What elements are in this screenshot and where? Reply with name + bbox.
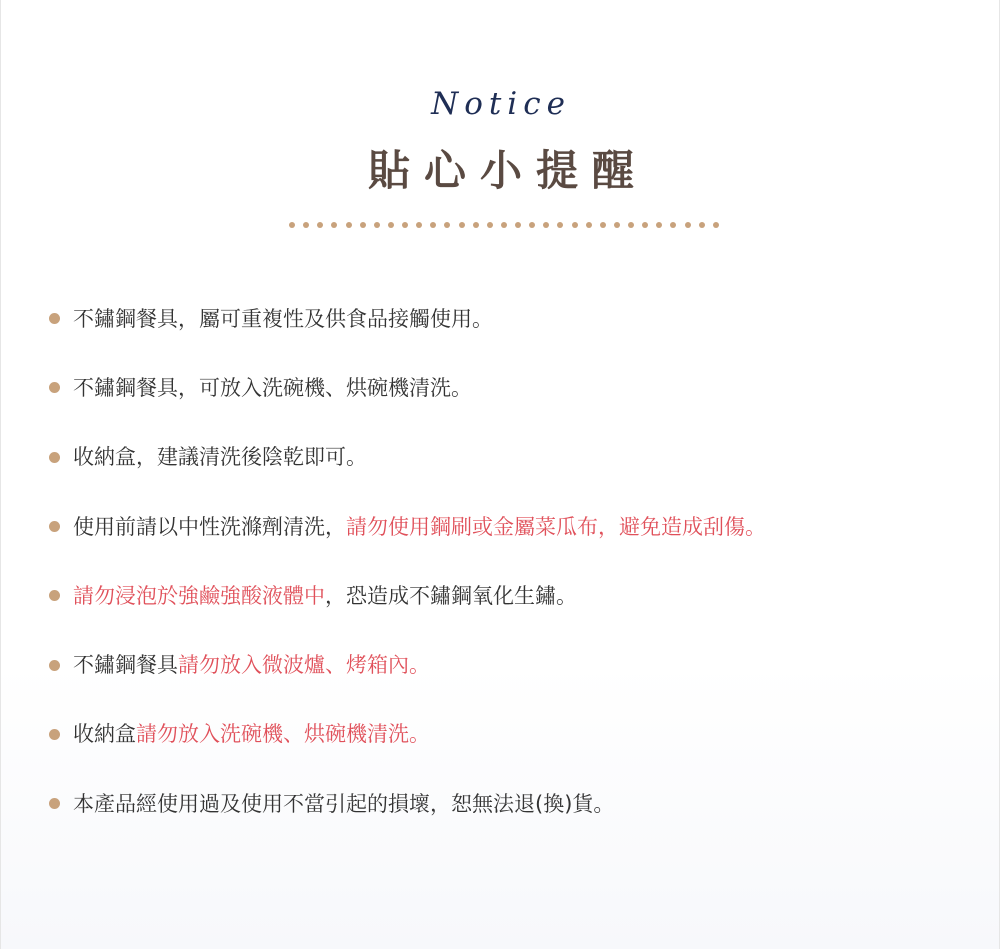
item-text-normal: 收納盒，建議清洗後陰乾即可。: [73, 445, 367, 470]
divider-dot: [402, 222, 408, 228]
item-text-normal: 本產品經使用過及使用不當引起的損壞，恕無法退(換)貨。: [73, 791, 615, 816]
item-text: [73, 441, 367, 473]
list-item: [49, 630, 989, 699]
divider-dot: [670, 222, 676, 228]
divider-dot: [303, 222, 309, 228]
item-text-normal-tail: ，恐造成不鏽鋼氧化生鏽。: [325, 583, 577, 608]
divider-dot: [515, 222, 521, 228]
divider-dot: [360, 222, 366, 228]
divider-dot: [444, 222, 450, 228]
divider-dot: [317, 222, 323, 228]
item-text: [73, 303, 493, 335]
divider-dot: [331, 222, 337, 228]
item-text-normal: 不鏽鋼餐具: [73, 653, 178, 678]
list-item: [49, 284, 989, 353]
item-text: [73, 511, 766, 543]
divider-dot: [614, 222, 620, 228]
list-item: [49, 423, 989, 492]
divider-dot: [685, 222, 691, 228]
divider-dot: [600, 222, 606, 228]
divider-dot: [374, 222, 380, 228]
item-text-normal: 不鏽鋼餐具，可放入洗碗機、烘碗機清洗。: [73, 375, 472, 400]
divider-dot: [416, 222, 422, 228]
item-text: [73, 718, 430, 750]
divider-dot: [430, 222, 436, 228]
item-text: [73, 580, 577, 612]
item-text: [73, 649, 430, 681]
divider-dot: [346, 222, 352, 228]
divider-dot: [557, 222, 563, 228]
list-item: [49, 353, 989, 422]
divider-dot: [713, 222, 719, 228]
bullet-dot-icon: [49, 521, 60, 532]
bullet-dot-icon: [49, 729, 60, 740]
item-text: [73, 788, 614, 820]
list-item: [49, 561, 989, 630]
notice-heading: Notice: [431, 86, 571, 122]
list-item: [49, 492, 989, 561]
divider-dot: [388, 222, 394, 228]
divider-dot: [656, 222, 662, 228]
divider-dot: [586, 222, 592, 228]
item-text-warning: 請勿放入洗碗機、烘碗機清洗。: [136, 722, 430, 747]
item-text-normal: 不鏽鋼餐具，屬可重複性及供食品接觸使用。: [73, 306, 493, 331]
divider-dot: [289, 222, 295, 228]
divider-dot: [487, 222, 493, 228]
item-text-normal: 使用前請以中性洗滌劑清洗，: [73, 514, 346, 539]
item-text: [73, 372, 472, 404]
divider-dot: [628, 222, 634, 228]
divider-dot: [543, 222, 549, 228]
page-title: 貼心小提醒: [367, 146, 648, 195]
bullet-dot-icon: [49, 590, 60, 601]
item-text-warning: 請勿浸泡於強鹼強酸液體中: [73, 583, 325, 608]
divider-dot: [459, 222, 465, 228]
bullet-dot-icon: [49, 798, 60, 809]
divider-dot: [642, 222, 648, 228]
divider-dot: [572, 222, 578, 228]
divider-dot: [529, 222, 535, 228]
divider-dot: [501, 222, 507, 228]
notice-list: [49, 284, 989, 838]
bullet-dot-icon: [49, 313, 60, 324]
item-text-warning: 請勿使用鋼刷或金屬菜瓜布，避免造成刮傷。: [346, 514, 766, 539]
list-item: [49, 700, 989, 769]
bullet-dot-icon: [49, 660, 60, 671]
list-item: [49, 769, 989, 838]
divider-dot: [699, 222, 705, 228]
bullet-dot-icon: [49, 452, 60, 463]
item-text-normal: 收納盒: [73, 722, 136, 747]
bullet-dot-icon: [49, 382, 60, 393]
divider-dot: [473, 222, 479, 228]
item-text-warning: 請勿放入微波爐、烤箱內。: [178, 653, 430, 678]
dotted-divider: [289, 221, 719, 229]
